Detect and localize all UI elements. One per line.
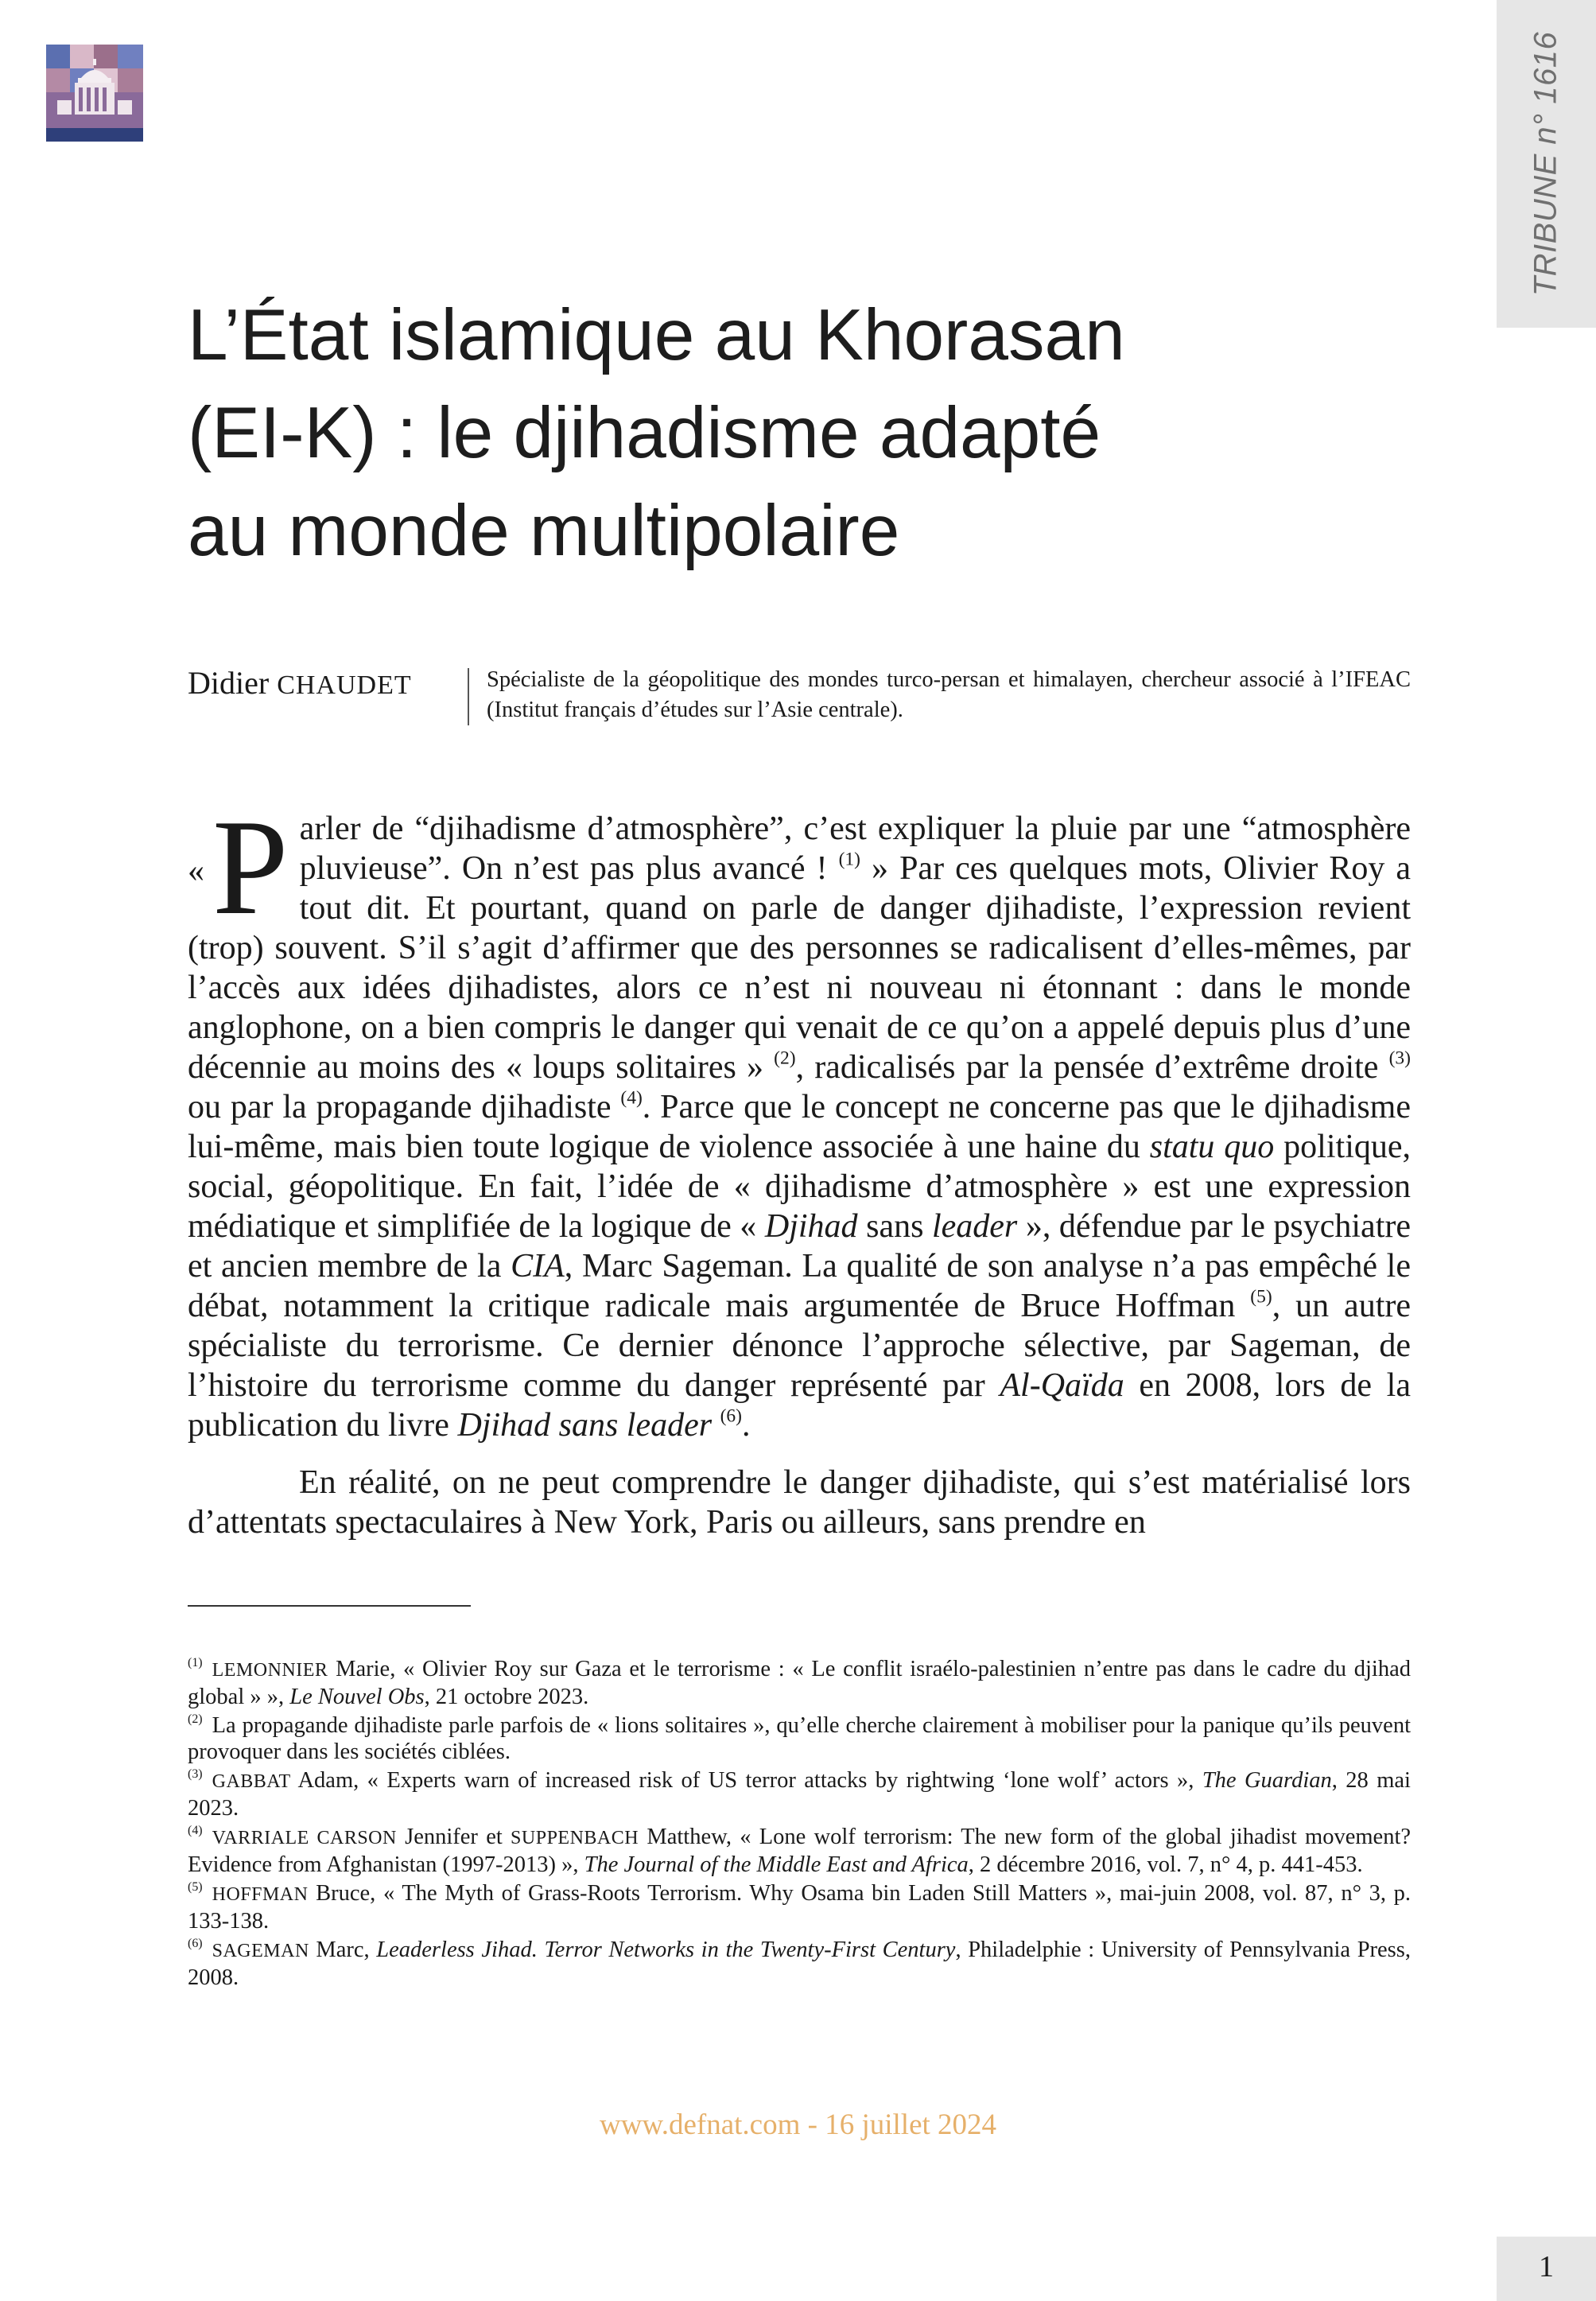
footnote-author-2: SUPPENBACH (511, 1828, 639, 1848)
footnote-ref-2: (2) (774, 1047, 796, 1069)
footnote-number: (5) (188, 1880, 203, 1895)
article-title (188, 286, 1380, 580)
p1-text-2: » Par ces quelques mots, Olivier Roy a tout dit. Et pourtant, quand on parle de danger djihadiste, l’expression revient (trop) souvent. S’il s’agit d’affirmer que des personnes se radicalisent d’elles-mêmes, par l’accès aux idées djihadistes, alors ce n’est ni nouveau ni étonnant : dans le monde anglophone, on a bien compris le danger qui venait de ce qu’on a appelé depuis plus d’une décennie au moins des « loups solitaires » (188, 850, 1412, 1086)
p1-italic-leader: leader (931, 1208, 1018, 1245)
p1-text-3: , radicalisés par la pensée d’extrême droite (795, 1049, 1379, 1086)
footnote-source: Le Nouvel Obs (289, 1685, 425, 1709)
footnote-text: La propagande djihadiste parle parfois de « lions solitaires », qu’elle cherche clairement à mobiliser pour la panique qu’ils peuvent provoquer dans les sociétés ciblées. (188, 1713, 1411, 1764)
footnote-number: (6) (188, 1937, 203, 1951)
p1-text-6: politique, social, géopolitique. En fait, l’idée de « djihadisme d’atmosphère » est une expression médiatique et simplifiée de la logique de « (188, 1129, 1411, 1245)
p1-italic-djihad: Djihad (764, 1208, 858, 1245)
p1-text-12: . (742, 1407, 751, 1444)
footnote-text: , Philadelphie : University of Pennsylvania Press, 2008. (188, 1938, 1411, 1990)
p1-text-5: . Parce que le concept ne concerne pas que le djihadisme lui-même, mais bien toute logique de violence associée à une haine du (188, 1089, 1411, 1165)
title-line-2: (EI-K) : le djihadisme adapté (188, 393, 1101, 473)
author-divider (468, 668, 469, 725)
p1-italic-al-qaida: Al-Qaïda (1000, 1367, 1124, 1404)
p1-text-9: , Marc Sageman. La qualité de son analyse n’a pas empêché le débat, notamment la critique radicale mais argumentée de Bruce Hoffman (188, 1248, 1411, 1324)
footnote-separator (188, 1605, 471, 1607)
footnote-author: LEMONNIER (212, 1660, 328, 1681)
footnote-ref-4: (4) (620, 1087, 643, 1109)
p1-text-1: arler de “djihadisme d’atmosphère”, c’est expliquer la pluie par une “atmosphère pluvieuse”. On n’est pas plus avancé ! (299, 810, 1411, 887)
p1-text-7: sans (857, 1208, 932, 1245)
footnote-text: Bruce, « The Myth of Grass-Roots Terrorism. Why Osama bin Laden Still Matters », mai-juin 2008, vol. 87, n° 3, p. 133-138. (188, 1881, 1411, 1934)
footnote-text: Jennifer et (396, 1825, 511, 1849)
footnotes (188, 1656, 1411, 1993)
defense-nationale-logo (46, 45, 143, 142)
footnote-1 (188, 1656, 1411, 1710)
p1-text-4: ou par la propagande djihadiste (188, 1089, 612, 1125)
p1-italic-cia: CIA (511, 1248, 565, 1285)
footnote-text: Adam, « Experts warn of increased risk of US terror attacks by rightwing ‘lone wolf’ actors », (290, 1768, 1202, 1793)
footnote-author: GABBAT (212, 1771, 291, 1792)
footnote-number: (2) (188, 1712, 203, 1727)
footnote-text: Marc, (309, 1938, 377, 1962)
footnote-source: The Journal of the Middle East and Africa (584, 1852, 969, 1877)
tribune-number-label: TRIBUNE n° 1616 (1528, 31, 1563, 297)
footnote-ref-5: (5) (1250, 1286, 1272, 1308)
footnote-5 (188, 1880, 1411, 1934)
defense-nationale-building-logo-icon (46, 45, 143, 142)
footnote-text: , 28 mai 2023. (188, 1768, 1411, 1821)
footnote-text: Matthew, « Lone wolf terrorism: The new form of the global jihadist movement? Evidence from Afghanistan (1997-2013) », (188, 1825, 1412, 1877)
footnote-author: SAGEMAN (212, 1941, 309, 1961)
author-name (188, 663, 458, 705)
footnote-2 (188, 1712, 1411, 1765)
p1-text-8: », défendue par le psychiatre et ancien membre de la (188, 1208, 1411, 1285)
footnote-number: (4) (188, 1824, 203, 1838)
dropcap-letter: P (212, 792, 289, 943)
footnote-ref-1: (1) (838, 849, 860, 870)
paragraph-2: En réalité, on ne peut comprendre le danger djihadiste, qui s’est matérialisé lors d’attentats spectaculaires à New York, Paris ou ailleurs, sans prendre en (188, 1464, 1411, 1541)
footnote-ref-3: (3) (1388, 1047, 1411, 1069)
title-line-3: au monde multipolaire (188, 491, 900, 571)
footnote-3 (188, 1767, 1411, 1821)
p1-italic-statu-quo: statu quo (1149, 1129, 1275, 1165)
footnote-number: (1) (188, 1656, 203, 1670)
article-body (188, 792, 1412, 1542)
page-number-box (1497, 2237, 1596, 2301)
author-bio: Spécialiste de la géopolitique des mondes turco-persan et himalayen, chercheur associé à l’IFEAC (Institut français d’études sur l’Asie centrale). (487, 667, 1411, 722)
page-number: 1 (1539, 2250, 1554, 2284)
opening-quote: « (188, 853, 204, 889)
footer-url-date[interactable]: www.defnat.com - 16 juillet 2024 (599, 2109, 997, 2141)
footnote-6 (188, 1937, 1411, 1991)
footnote-ref-6: (6) (720, 1405, 743, 1427)
p1-text-11: en 2008, lors de la publication du livre (188, 1367, 1411, 1444)
p1-text-10: , un autre spécialiste du terrorisme. Ce dernier dénonce l’approche sélective, par Sageman, de l’histoire du terrorisme comme du danger représenté par (188, 1288, 1411, 1404)
footnote-author: VARRIALE CARSON (212, 1828, 397, 1848)
footnote-number: (3) (188, 1767, 203, 1782)
author-first-name: Didier (188, 665, 270, 701)
footnote-text: Marie, « Olivier Roy sur Gaza et le terrorisme : « Le conflit israélo-palestinien n’entre pas dans le cadre du djihad global » », (188, 1657, 1411, 1709)
footnote-author: HOFFMAN (212, 1884, 309, 1905)
tribune-side-tab (1497, 0, 1596, 328)
paragraph-1 (188, 792, 1412, 1445)
title-line-1: L’État islamique au Khorasan (188, 295, 1125, 375)
footnote-text: , 21 octobre 2023. (424, 1685, 589, 1709)
p1-italic-book-title: Djihad sans leader (457, 1407, 713, 1444)
author-last-name: CHAUDET (277, 670, 412, 700)
footnote-text: , 2 décembre 2016, vol. 7, n° 4, p. 441-453. (968, 1852, 1363, 1877)
footnote-source: The Guardian (1202, 1768, 1332, 1793)
footnote-4 (188, 1824, 1411, 1878)
footnote-source: Leaderless Jihad. Terror Networks in the Twenty-First Century (376, 1938, 956, 1962)
